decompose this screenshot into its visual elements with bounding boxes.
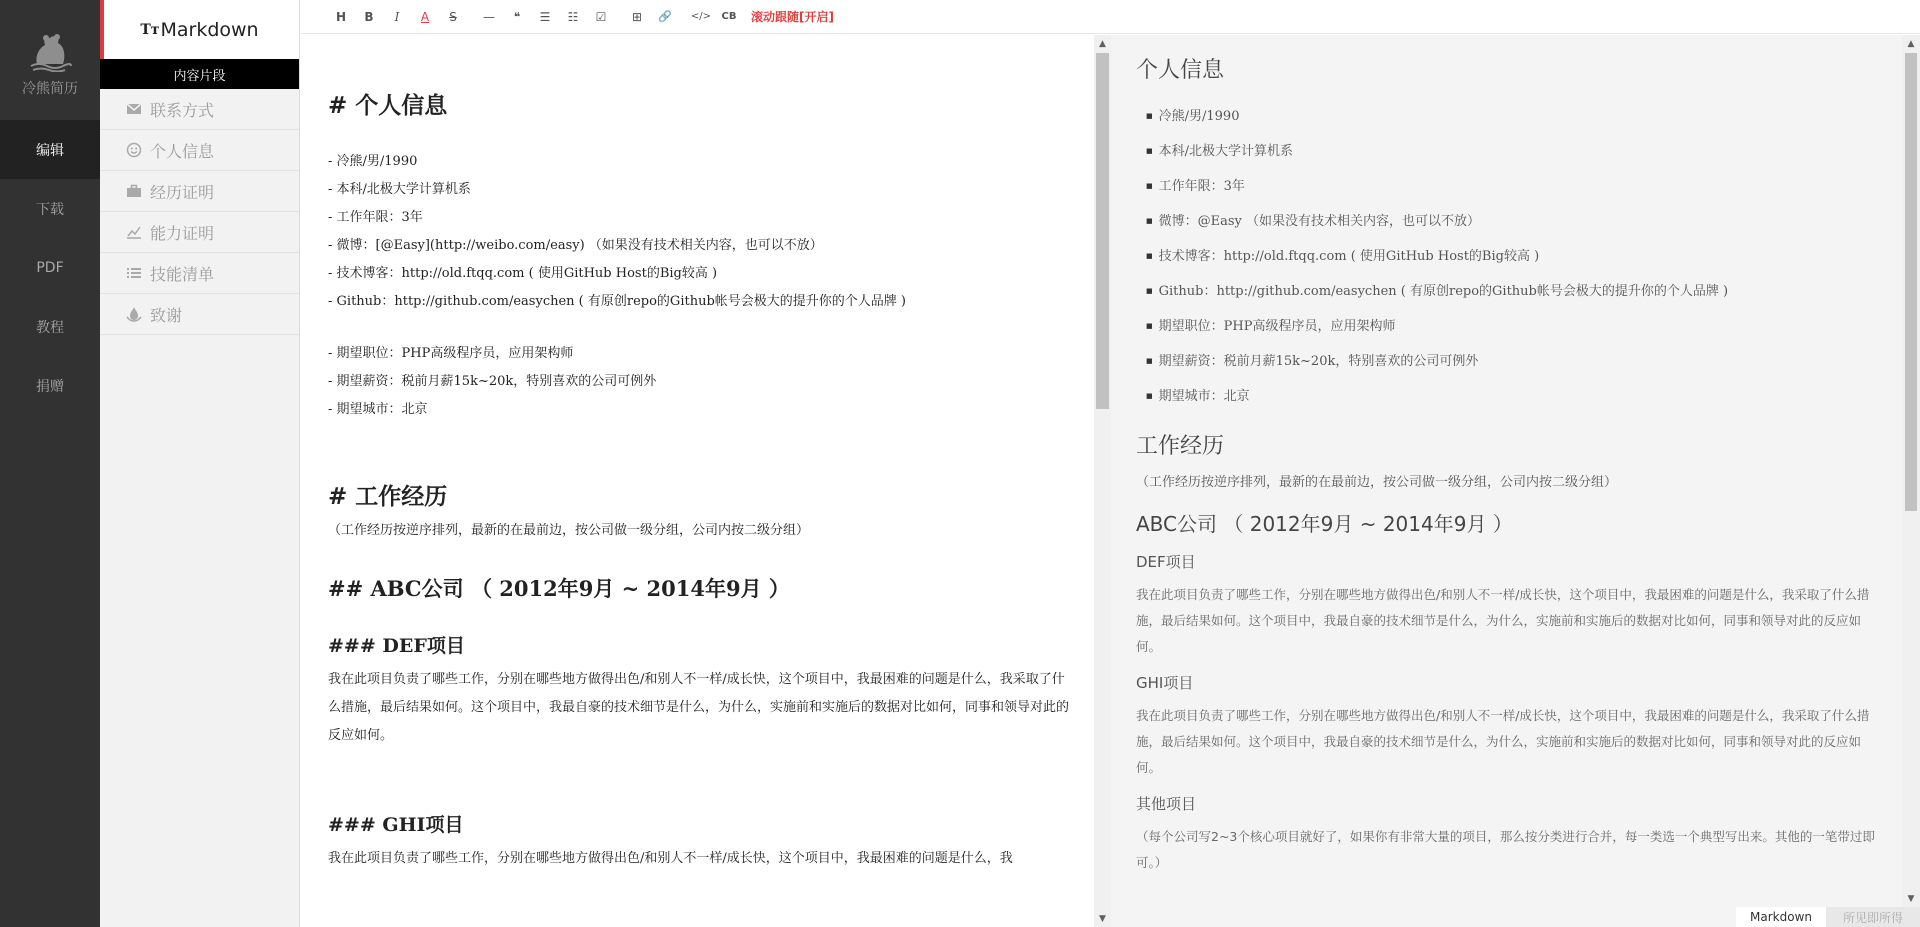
bear-logo-icon [27, 28, 73, 72]
envelope-icon [126, 101, 142, 117]
list-item: ■ 期望城市：北京 [1146, 380, 1880, 415]
list-item: ■ 期望职位：PHP高级程序员，应用架构师 [1146, 310, 1880, 345]
logo-text: 冷熊简历 [22, 81, 78, 97]
brand-header [100, 0, 299, 59]
markdown-preview [1111, 35, 1902, 907]
markdown-editor[interactable] [301, 35, 1094, 927]
tab-markdown[interactable]: Markdown [1736, 907, 1826, 927]
md-blank-line [328, 316, 1070, 340]
preview-scrollbar[interactable] [1902, 35, 1920, 907]
pv-heading-other: 其他项目 [1136, 795, 1197, 813]
scroll-sync-toggle[interactable]: 滚动跟随[开启] [751, 10, 834, 24]
snippet-skills[interactable] [100, 253, 299, 294]
quote-button[interactable]: ❝ [513, 9, 521, 24]
pv-heading-abc: ABC公司 （ 2012年9月 ~ 2014年9月 ） [1136, 512, 1513, 536]
md-heading-abc: ## ABC公司 （ 2012年9月 ~ 2014年9月 ） [328, 576, 790, 601]
snippet-experience[interactable] [100, 171, 299, 212]
nav-item-tutorial[interactable]: 教程 [36, 319, 64, 336]
task-list-button[interactable]: ☑ [595, 9, 607, 24]
snippet-label: 联系方式 [150, 100, 215, 120]
snippet-label: 个人信息 [150, 141, 215, 161]
md-line: - 期望职位：PHP高级程序员，应用架构师 [328, 346, 574, 361]
md-line: - 微博：[@Easy](http://weibo.com/easy) （如果没有技术相关内容，也可以不放） [328, 238, 823, 253]
editor-toolbar [301, 0, 1920, 34]
pv-heading-def: DEF项目 [1136, 553, 1196, 571]
list-item: ■ Github：http://github.com/easychen ( 有原创repo的Github帐号会极大的提升你的个人品牌 ) [1146, 275, 1880, 310]
codeblock-button[interactable]: CB [721, 11, 737, 22]
list-item: ■ 微博：@Easy （如果没有技术相关内容，也可以不放） [1146, 205, 1880, 240]
preview-scroll-thumb[interactable] [1905, 53, 1917, 511]
list-item: ■ 期望薪资：税前月薪15k~20k，特别喜欢的公司可例外 [1146, 345, 1880, 380]
pv-paragraph-ghi: 我在此项目负责了哪些工作，分别在哪些地方做得出色/和别人不一样/成长快，这个项目中，我最困难的问题是什么，我采取了什么措施，最后结果如何。这个项目中，我最自豪的技术细节是什么，为什么，实施前和实施后的数据对比如何，同事和领导对此的反应如何。 [1136, 708, 1870, 775]
editor-scrollbar[interactable] [1094, 35, 1111, 927]
pv-work-note: （工作经历按逆序排列，最新的在最前边，按公司做一级分组，公司内按二级分组） [1136, 475, 1618, 490]
nav-item-edit[interactable]: 编辑 [0, 120, 100, 179]
snippet-contact[interactable] [100, 89, 299, 130]
heading-button[interactable]: H [335, 9, 347, 24]
smile-icon [126, 142, 142, 158]
md-line: - 技术博客：http://old.ftqq.com ( 使用GitHub Host的Big较高 ) [328, 266, 718, 281]
nav-item-donate[interactable]: 捐赠 [36, 378, 64, 395]
left-navigation [0, 0, 100, 927]
md-work-note: （工作经历按逆序排列，最新的在最前边，按公司做一级分组，公司内按二级分组） [328, 523, 810, 538]
md-line: - 工作年限：3年 [328, 210, 423, 225]
md-paragraph-ghi: 我在此项目负责了哪些工作，分别在哪些地方做得出色/和别人不一样/成长快，这个项目中，我最困难的问题是什么，我 [328, 851, 1013, 866]
table-button[interactable]: ⊞ [631, 9, 643, 24]
list-item: ■ 技术博客：http://old.ftqq.com ( 使用GitHub Host的Big较高 ) [1146, 240, 1880, 275]
text-color-button[interactable]: A [420, 9, 430, 24]
unordered-list-button[interactable]: ☰ [539, 9, 551, 24]
md-paragraph-def: 我在此项目负责了哪些工作，分别在哪些地方做得出色/和别人不一样/成长快，这个项目中，我最困难的问题是什么，我采取了什么措施，最后结果如何。这个项目中，我最自豪的技术细节是什么，为什么，实施前和实施后的数据对比如何，同事和领导对此的反应如何。 [328, 672, 1070, 743]
ordered-list-button[interactable]: ☷ [567, 9, 579, 24]
link-button[interactable]: 🔗 [658, 10, 672, 23]
pv-paragraph-def: 我在此项目负责了哪些工作，分别在哪些地方做得出色/和别人不一样/成长快，这个项目中，我最困难的问题是什么，我采取了什么措施，最后结果如何。这个项目中，我最自豪的技术细节是什么，为什么，实施前和实施后的数据对比如何，同事和领导对此的反应如何。 [1136, 587, 1870, 654]
snippet-label: 致谢 [150, 305, 183, 325]
md-heading-personal: # 个人信息 [328, 92, 448, 119]
scroll-up-arrow-icon[interactable]: ▲ [1099, 38, 1106, 49]
md-blank-line [328, 424, 1070, 478]
nav-item-download[interactable]: 下载 [36, 201, 64, 218]
editor-scroll-thumb[interactable] [1096, 53, 1109, 409]
pv-paragraph-other: （每个公司写2~3个核心项目就好了，如果你有非常大量的项目，那么按分类进行合并，每一类选一个典型写出来。其他的一笔带过即可。） [1136, 829, 1875, 870]
snippet-label: 能力证明 [150, 223, 215, 243]
bold-button[interactable]: B [364, 9, 374, 24]
md-line: - Github：http://github.com/easychen ( 有原创repo的Github帐号会极大的提升你的个人品牌 ) [328, 294, 906, 309]
app-logo[interactable] [0, 0, 100, 120]
scroll-down-arrow-icon[interactable]: ▼ [1099, 913, 1106, 924]
snippet-personal-info[interactable] [100, 130, 299, 171]
scroll-up-arrow-icon[interactable]: ▲ [1907, 38, 1915, 49]
tab-wysiwyg[interactable]: 所见即所得 [1826, 907, 1920, 927]
snippet-ability[interactable] [100, 212, 299, 253]
md-line: - 期望城市：北京 [328, 402, 428, 417]
pv-personal-list [1136, 100, 1880, 415]
strikethrough-button[interactable]: S [449, 9, 457, 24]
mode-tab-bar [1111, 907, 1920, 927]
snippets-header: 内容片段 [100, 59, 299, 89]
pv-heading-personal: 个人信息 [1136, 58, 1225, 83]
horizontal-rule-button[interactable]: — [483, 9, 495, 24]
code-button[interactable]: </> [690, 11, 712, 22]
nav-item-pdf[interactable]: PDF [36, 259, 64, 276]
snippet-label: 技能清单 [150, 264, 215, 284]
md-heading-def: ### DEF项目 [328, 635, 465, 657]
list-item: ■ 工作年限：3年 [1146, 170, 1880, 205]
md-line: - 冷熊/男/1990 [328, 154, 418, 169]
md-heading-work: # 工作经历 [328, 483, 448, 510]
brand-prefix: Tт [140, 21, 160, 38]
md-line: - 期望薪资：税前月薪15k~20k，特别喜欢的公司可例外 [328, 374, 657, 389]
snippet-label: 经历证明 [150, 182, 215, 202]
chart-icon [126, 224, 142, 240]
list-item: ■ 冷熊/男/1990 [1146, 100, 1880, 135]
pv-heading-ghi: GHI项目 [1136, 674, 1194, 692]
brand-title: Markdown [160, 18, 259, 41]
italic-button[interactable]: I [394, 9, 400, 24]
snippets-panel [100, 0, 300, 927]
list-item: ■ 本科/北极大学计算机系 [1146, 135, 1880, 170]
list-icon [126, 265, 142, 281]
pv-heading-work: 工作经历 [1136, 434, 1225, 459]
md-heading-ghi: ### GHI项目 [328, 814, 464, 836]
md-line: - 本科/北极大学计算机系 [328, 182, 471, 197]
briefcase-icon [126, 183, 142, 199]
snippet-thanks[interactable] [100, 294, 299, 335]
scroll-down-arrow-icon[interactable]: ▼ [1907, 893, 1915, 904]
hand-icon [126, 306, 142, 322]
